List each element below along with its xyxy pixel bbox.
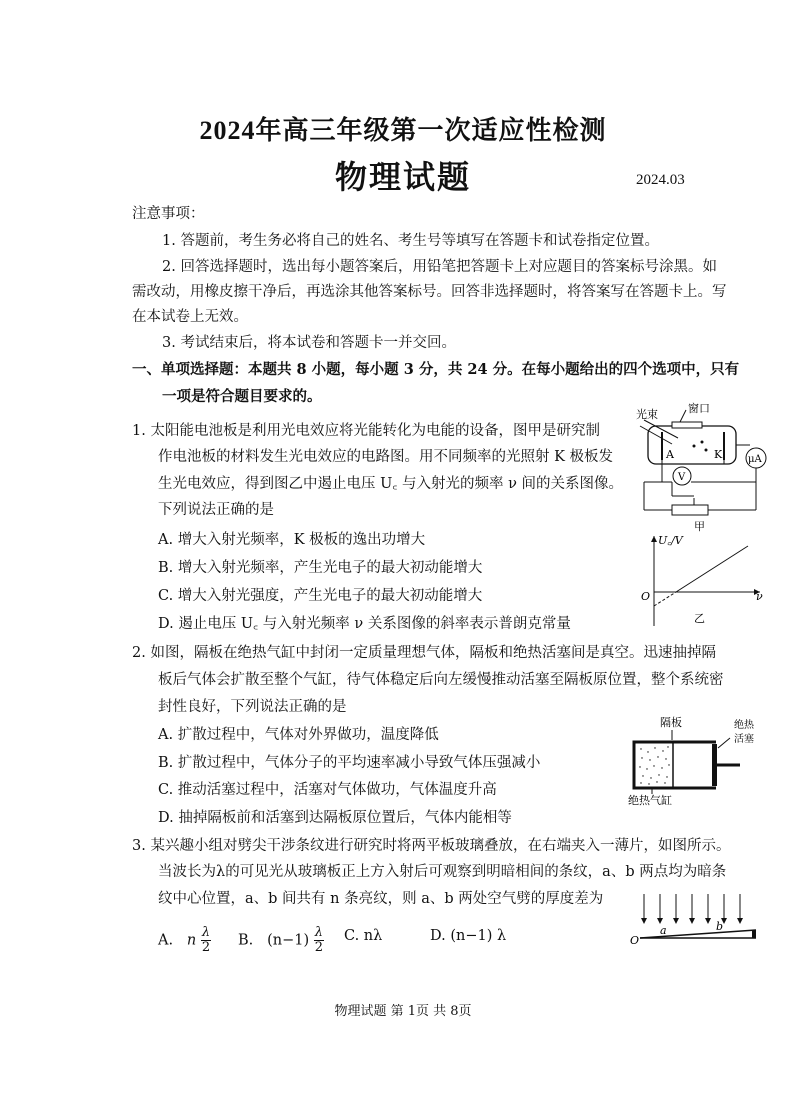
window-label: 窗口 — [688, 402, 710, 415]
graph-origin: O — [641, 590, 651, 603]
q2-option-c: C. 推动活塞过程中，活塞对气体做功，气体温度升高 — [158, 782, 497, 798]
q2-cylinder-figure — [622, 712, 782, 812]
figure-yi-caption: 乙 — [694, 612, 705, 625]
piston — [712, 744, 717, 786]
q1-option-b: B. 增大入射光频率，产生光电子的最大初动能增大 — [158, 560, 483, 576]
section-heading-cont: 一项是符合题目要求的。 — [162, 388, 322, 405]
q2-option-a: A. 扩散过程中，气体对外界做功，温度降低 — [158, 727, 439, 743]
uc-line — [676, 546, 748, 592]
incident-light-arrows — [644, 894, 740, 922]
upper-glass — [640, 930, 756, 938]
q3-stem: 3. 某兴趣小组对劈尖干涉条纹进行研究时将两平板玻璃叠放，在右端夹入一薄片，如图所示。 — [132, 838, 731, 854]
note-line: 需改动，用橡皮擦干净后，再选涂其他答案标号。回答非选择题时，将答案写在答题卡上。写 — [132, 284, 727, 300]
q3-wedge-figure — [626, 890, 776, 950]
q2-stem: 板后气体会扩散至整个气缸，待气体稳定后向左缓慢推动活塞至隔板原位置，整个系统密 — [158, 672, 724, 688]
point-a-label: a — [660, 924, 667, 937]
note-line: 2. 回答选择题时，选出每小题答案后，用铅笔把答题卡上对应题目的答案标号涂黑。如 — [162, 259, 717, 275]
note-line: 3. 考试结束后，将本试卷和答题卡一并交回。 — [162, 335, 456, 351]
q1-stem: 1. 太阳能电池板是利用光电效应将光能转化为电能的设备，图甲是研究制 — [132, 423, 600, 439]
q2-stem: 封性良好，下列说法正确的是 — [158, 699, 347, 715]
note-line: 1. 答题前，考生务必将自己的姓名、考生号等填写在答题卡和试卷指定位置。 — [162, 233, 659, 249]
q3-option-d: D. (n−1) λ — [430, 928, 507, 944]
q1-option-a: A. 增大入射光频率，K 极板的逸出功增大 — [158, 532, 426, 548]
q1-stem: 作电池板的材料发生光电效应的电路图。用不同频率的光照射 K 极板发 — [158, 449, 614, 465]
q1-stem: 下列说法正确的是 — [158, 502, 274, 518]
vertex-o-label: O — [630, 934, 640, 947]
graph-y-label: U꜀/V — [658, 534, 683, 547]
partition-label: 隔板 — [660, 716, 682, 729]
q1-option-d: D. 遏止电压 U꜀ 与入射光频率 ν 关系图像的斜率表示普朗克常量 — [158, 616, 571, 632]
q3-option-b: B. (n−1) $\frac{\lambda}{2}$ — [238, 925, 323, 955]
cylinder-label: 绝热气缸 — [628, 794, 672, 807]
q1-circuit-figure — [632, 398, 772, 533]
q3-stem: 当波长为λ的可见光从玻璃板正上方入射后可观察到明暗相间的条纹，a、b 两点均为暗条 — [158, 864, 727, 880]
q3-option-a: A. n $\frac{\lambda}{2}$ — [158, 925, 211, 955]
q3-stem: 纹中心位置，a、b 间共有 n 条亮纹，则 a、b 两处空气劈的厚度差为 — [158, 891, 604, 907]
q2-stem: 2. 如图，隔板在绝热气缸中封闭一定质量理想气体，隔板和绝热活塞间是真空。迅速抽掉隔 — [132, 645, 716, 661]
thin-sheet — [752, 930, 756, 938]
piston-label-1: 绝热 — [734, 720, 754, 731]
light-beam-label: 光束 — [636, 408, 658, 421]
lambda-over-2: $\frac{\lambda}{2}$ — [201, 925, 211, 955]
lambda-over-2: $\frac{\lambda}{2}$ — [314, 925, 323, 955]
q2-option-b: B. 扩散过程中，气体分子的平均速率减小导致气体压强减小 — [158, 755, 541, 771]
graph-x-label: ν — [756, 590, 763, 603]
microammeter-label: μA — [748, 454, 762, 465]
notes-heading: 注意事项： — [132, 206, 205, 222]
plate-k-label: K — [714, 448, 723, 461]
q1-graph-figure — [636, 530, 776, 630]
voltmeter-label: V — [678, 472, 686, 483]
piston-label-2: 活塞 — [734, 734, 754, 745]
q2-option-d: D. 抽掉隔板前和活塞到达隔板原位置后，气体内能相等 — [158, 810, 512, 826]
exam-date: 2024.03 — [636, 172, 685, 188]
point-b-label: b — [716, 920, 724, 933]
subject-title: 物理试题 — [334, 159, 471, 195]
figure-jia-caption: 甲 — [694, 520, 705, 533]
section-heading: 一、单项选择题：本题共 8 小题，每小题 3 分，共 24 分。在每小题给出的四个选项中，只有 — [132, 361, 740, 378]
q1-option-c: C. 增大入射光强度，产生光电子的最大初动能增大 — [158, 588, 483, 604]
q3-option-c: C. nλ — [344, 928, 383, 944]
plate-a-label: A — [666, 448, 674, 461]
page-footer: 物理试题 第 1页 共 8页 — [334, 1004, 472, 1019]
q1-stem: 生光电效应，得到图乙中遏止电压 U꜀ 与入射光的频率 ν 间的关系图像。 — [158, 476, 623, 492]
exam-title: 2024年高三年级第一次适应性检测 — [199, 116, 607, 145]
uc-line-extension — [654, 592, 676, 606]
note-line: 在本试卷上无效。 — [132, 309, 248, 325]
